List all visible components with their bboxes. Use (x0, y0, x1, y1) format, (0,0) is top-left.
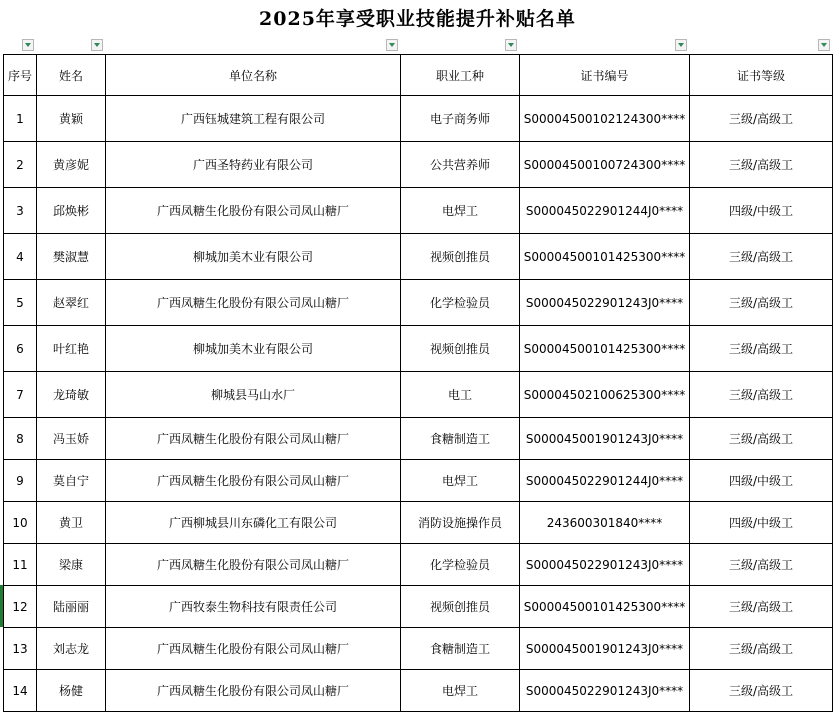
cell-name[interactable]: 莫自宁 (37, 460, 106, 502)
cell-cert-level[interactable]: 四级/中级工 (690, 502, 833, 544)
cell-index[interactable]: 2 (4, 142, 37, 188)
cell-cert-level[interactable]: 三级/高级工 (690, 670, 833, 712)
cell-occupation[interactable]: 电焊工 (401, 188, 520, 234)
cell-name[interactable]: 梁康 (37, 544, 106, 586)
cell-occupation[interactable]: 食糖制造工 (401, 418, 520, 460)
cell-cert-level[interactable]: 四级/中级工 (690, 188, 833, 234)
header-cell-occupation[interactable]: 职业工种 (401, 55, 520, 96)
cell-index[interactable]: 14 (4, 670, 37, 712)
filter-dropdown-icon[interactable] (386, 39, 398, 51)
filter-dropdown-icon[interactable] (505, 39, 517, 51)
cell-occupation[interactable]: 视频创推员 (401, 326, 520, 372)
cell-name[interactable]: 赵翠红 (37, 280, 106, 326)
cell-cert-number[interactable]: S000045022901244J0**** (520, 188, 690, 234)
cell-name[interactable]: 黄颖 (37, 96, 106, 142)
cell-name[interactable]: 刘志龙 (37, 628, 106, 670)
cell-cert-level[interactable]: 三级/高级工 (690, 628, 833, 670)
cell-cert-level[interactable]: 三级/高级工 (690, 326, 833, 372)
cell-occupation[interactable]: 化学检验员 (401, 544, 520, 586)
cell-cert-level[interactable]: 三级/高级工 (690, 586, 833, 628)
header-row (4, 55, 833, 96)
cell-cert-level[interactable]: 三级/高级工 (690, 372, 833, 418)
cell-company[interactable]: 广西凤糖生化股份有限公司凤山糖厂 (106, 628, 401, 670)
table-row (4, 142, 833, 188)
table-row (4, 234, 833, 280)
filter-dropdown-icon[interactable] (91, 39, 103, 51)
cell-name[interactable]: 叶红艳 (37, 326, 106, 372)
cell-index[interactable]: 12 (4, 586, 37, 628)
cell-cert-level[interactable]: 四级/中级工 (690, 460, 833, 502)
cell-cert-level[interactable]: 三级/高级工 (690, 142, 833, 188)
cell-cert-number[interactable]: S000045022901243J0**** (520, 280, 690, 326)
cell-occupation[interactable]: 电焊工 (401, 670, 520, 712)
cell-index[interactable]: 1 (4, 96, 37, 142)
cell-name[interactable]: 黄卫 (37, 502, 106, 544)
cell-cert-number[interactable]: S000045022901244J0**** (520, 460, 690, 502)
cell-name[interactable]: 冯玉娇 (37, 418, 106, 460)
cell-company[interactable]: 广西凤糖生化股份有限公司凤山糖厂 (106, 280, 401, 326)
cell-name[interactable]: 龙琦敏 (37, 372, 106, 418)
filter-row (0, 38, 835, 54)
cell-index[interactable]: 5 (4, 280, 37, 326)
cell-company[interactable]: 广西牧泰生物科技有限责任公司 (106, 586, 401, 628)
cell-cert-level[interactable]: 三级/高级工 (690, 418, 833, 460)
filter-dropdown-icon[interactable] (818, 39, 830, 51)
cell-cert-number[interactable]: S000045001901243J0**** (520, 628, 690, 670)
header-cell-cert-number[interactable]: 证书编号 (520, 55, 690, 96)
cell-cert-number[interactable]: S000045001901243J0**** (520, 418, 690, 460)
table-row (4, 502, 833, 544)
cell-cert-level[interactable]: 三级/高级工 (690, 96, 833, 142)
subsidy-table (3, 54, 833, 712)
cell-index[interactable]: 6 (4, 326, 37, 372)
cell-company[interactable]: 广西钰城建筑工程有限公司 (106, 96, 401, 142)
cell-company[interactable]: 广西圣特药业有限公司 (106, 142, 401, 188)
cell-company[interactable]: 广西柳城县川东磷化工有限公司 (106, 502, 401, 544)
cell-cert-level[interactable]: 三级/高级工 (690, 544, 833, 586)
cell-occupation[interactable]: 食糖制造工 (401, 628, 520, 670)
cell-company[interactable]: 广西凤糖生化股份有限公司凤山糖厂 (106, 544, 401, 586)
cell-cert-number[interactable]: S000045022901243J0**** (520, 544, 690, 586)
cell-cert-level[interactable]: 三级/高级工 (690, 234, 833, 280)
header-cell-name[interactable]: 姓名 (37, 55, 106, 96)
table-row (4, 96, 833, 142)
cell-company[interactable]: 柳城县马山水厂 (106, 372, 401, 418)
cell-occupation[interactable]: 电子商务师 (401, 96, 520, 142)
header-cell-index[interactable]: 序号 (4, 55, 37, 96)
cell-occupation[interactable]: 消防设施操作员 (401, 502, 520, 544)
cell-company[interactable]: 广西凤糖生化股份有限公司凤山糖厂 (106, 418, 401, 460)
cell-name[interactable]: 邱焕彬 (37, 188, 106, 234)
cell-company[interactable]: 柳城加美木业有限公司 (106, 234, 401, 280)
filter-dropdown-icon[interactable] (675, 39, 687, 51)
table-row (4, 670, 833, 712)
filter-dropdown-icon[interactable] (22, 39, 34, 51)
table-row (4, 418, 833, 460)
cell-index[interactable]: 11 (4, 544, 37, 586)
cell-name[interactable]: 樊淑慧 (37, 234, 106, 280)
table-row (4, 326, 833, 372)
cell-company[interactable]: 柳城加美木业有限公司 (106, 326, 401, 372)
cell-occupation[interactable]: 化学检验员 (401, 280, 520, 326)
cell-cert-number[interactable]: S000045022901243J0**** (520, 670, 690, 712)
table-row (4, 280, 833, 326)
cell-company[interactable]: 广西凤糖生化股份有限公司凤山糖厂 (106, 460, 401, 502)
cell-index[interactable]: 4 (4, 234, 37, 280)
header-cell-cert-level[interactable]: 证书等级 (690, 55, 833, 96)
cell-index[interactable]: 7 (4, 372, 37, 418)
cell-cert-number[interactable]: S00004500101425300**** (520, 586, 690, 628)
cell-name[interactable]: 黄彦妮 (37, 142, 106, 188)
cell-occupation[interactable]: 电焊工 (401, 460, 520, 502)
cell-cert-number[interactable]: S00004500102124300**** (520, 96, 690, 142)
table-row (4, 460, 833, 502)
cell-index[interactable]: 13 (4, 628, 37, 670)
header-cell-company[interactable]: 单位名称 (106, 55, 401, 96)
cell-index[interactable]: 9 (4, 460, 37, 502)
cell-occupation[interactable]: 视频创推员 (401, 586, 520, 628)
cell-occupation[interactable]: 电工 (401, 372, 520, 418)
cell-cert-number[interactable]: S00004500100724300**** (520, 142, 690, 188)
table-row (4, 544, 833, 586)
cell-cert-level[interactable]: 三级/高级工 (690, 280, 833, 326)
cell-cert-number[interactable]: 243600301840**** (520, 502, 690, 544)
cell-name[interactable]: 杨健 (37, 670, 106, 712)
cell-index[interactable]: 8 (4, 418, 37, 460)
table-row (4, 188, 833, 234)
cell-company[interactable]: 广西凤糖生化股份有限公司凤山糖厂 (106, 670, 401, 712)
cell-occupation[interactable]: 公共营养师 (401, 142, 520, 188)
table-row (4, 372, 833, 418)
cell-index[interactable]: 10 (4, 502, 37, 544)
cell-company[interactable]: 广西凤糖生化股份有限公司凤山糖厂 (106, 188, 401, 234)
row-selection-marker (0, 585, 3, 627)
page-title: 2025年享受职业技能提升补贴名单 (259, 8, 576, 30)
cell-occupation[interactable]: 视频创推员 (401, 234, 520, 280)
cell-name[interactable]: 陆丽丽 (37, 586, 106, 628)
cell-cert-number[interactable]: S00004500101425300**** (520, 326, 690, 372)
table-row (4, 586, 833, 628)
cell-index[interactable]: 3 (4, 188, 37, 234)
cell-cert-number[interactable]: S00004502100625300**** (520, 372, 690, 418)
cell-cert-number[interactable]: S00004500101425300**** (520, 234, 690, 280)
table-row (4, 628, 833, 670)
